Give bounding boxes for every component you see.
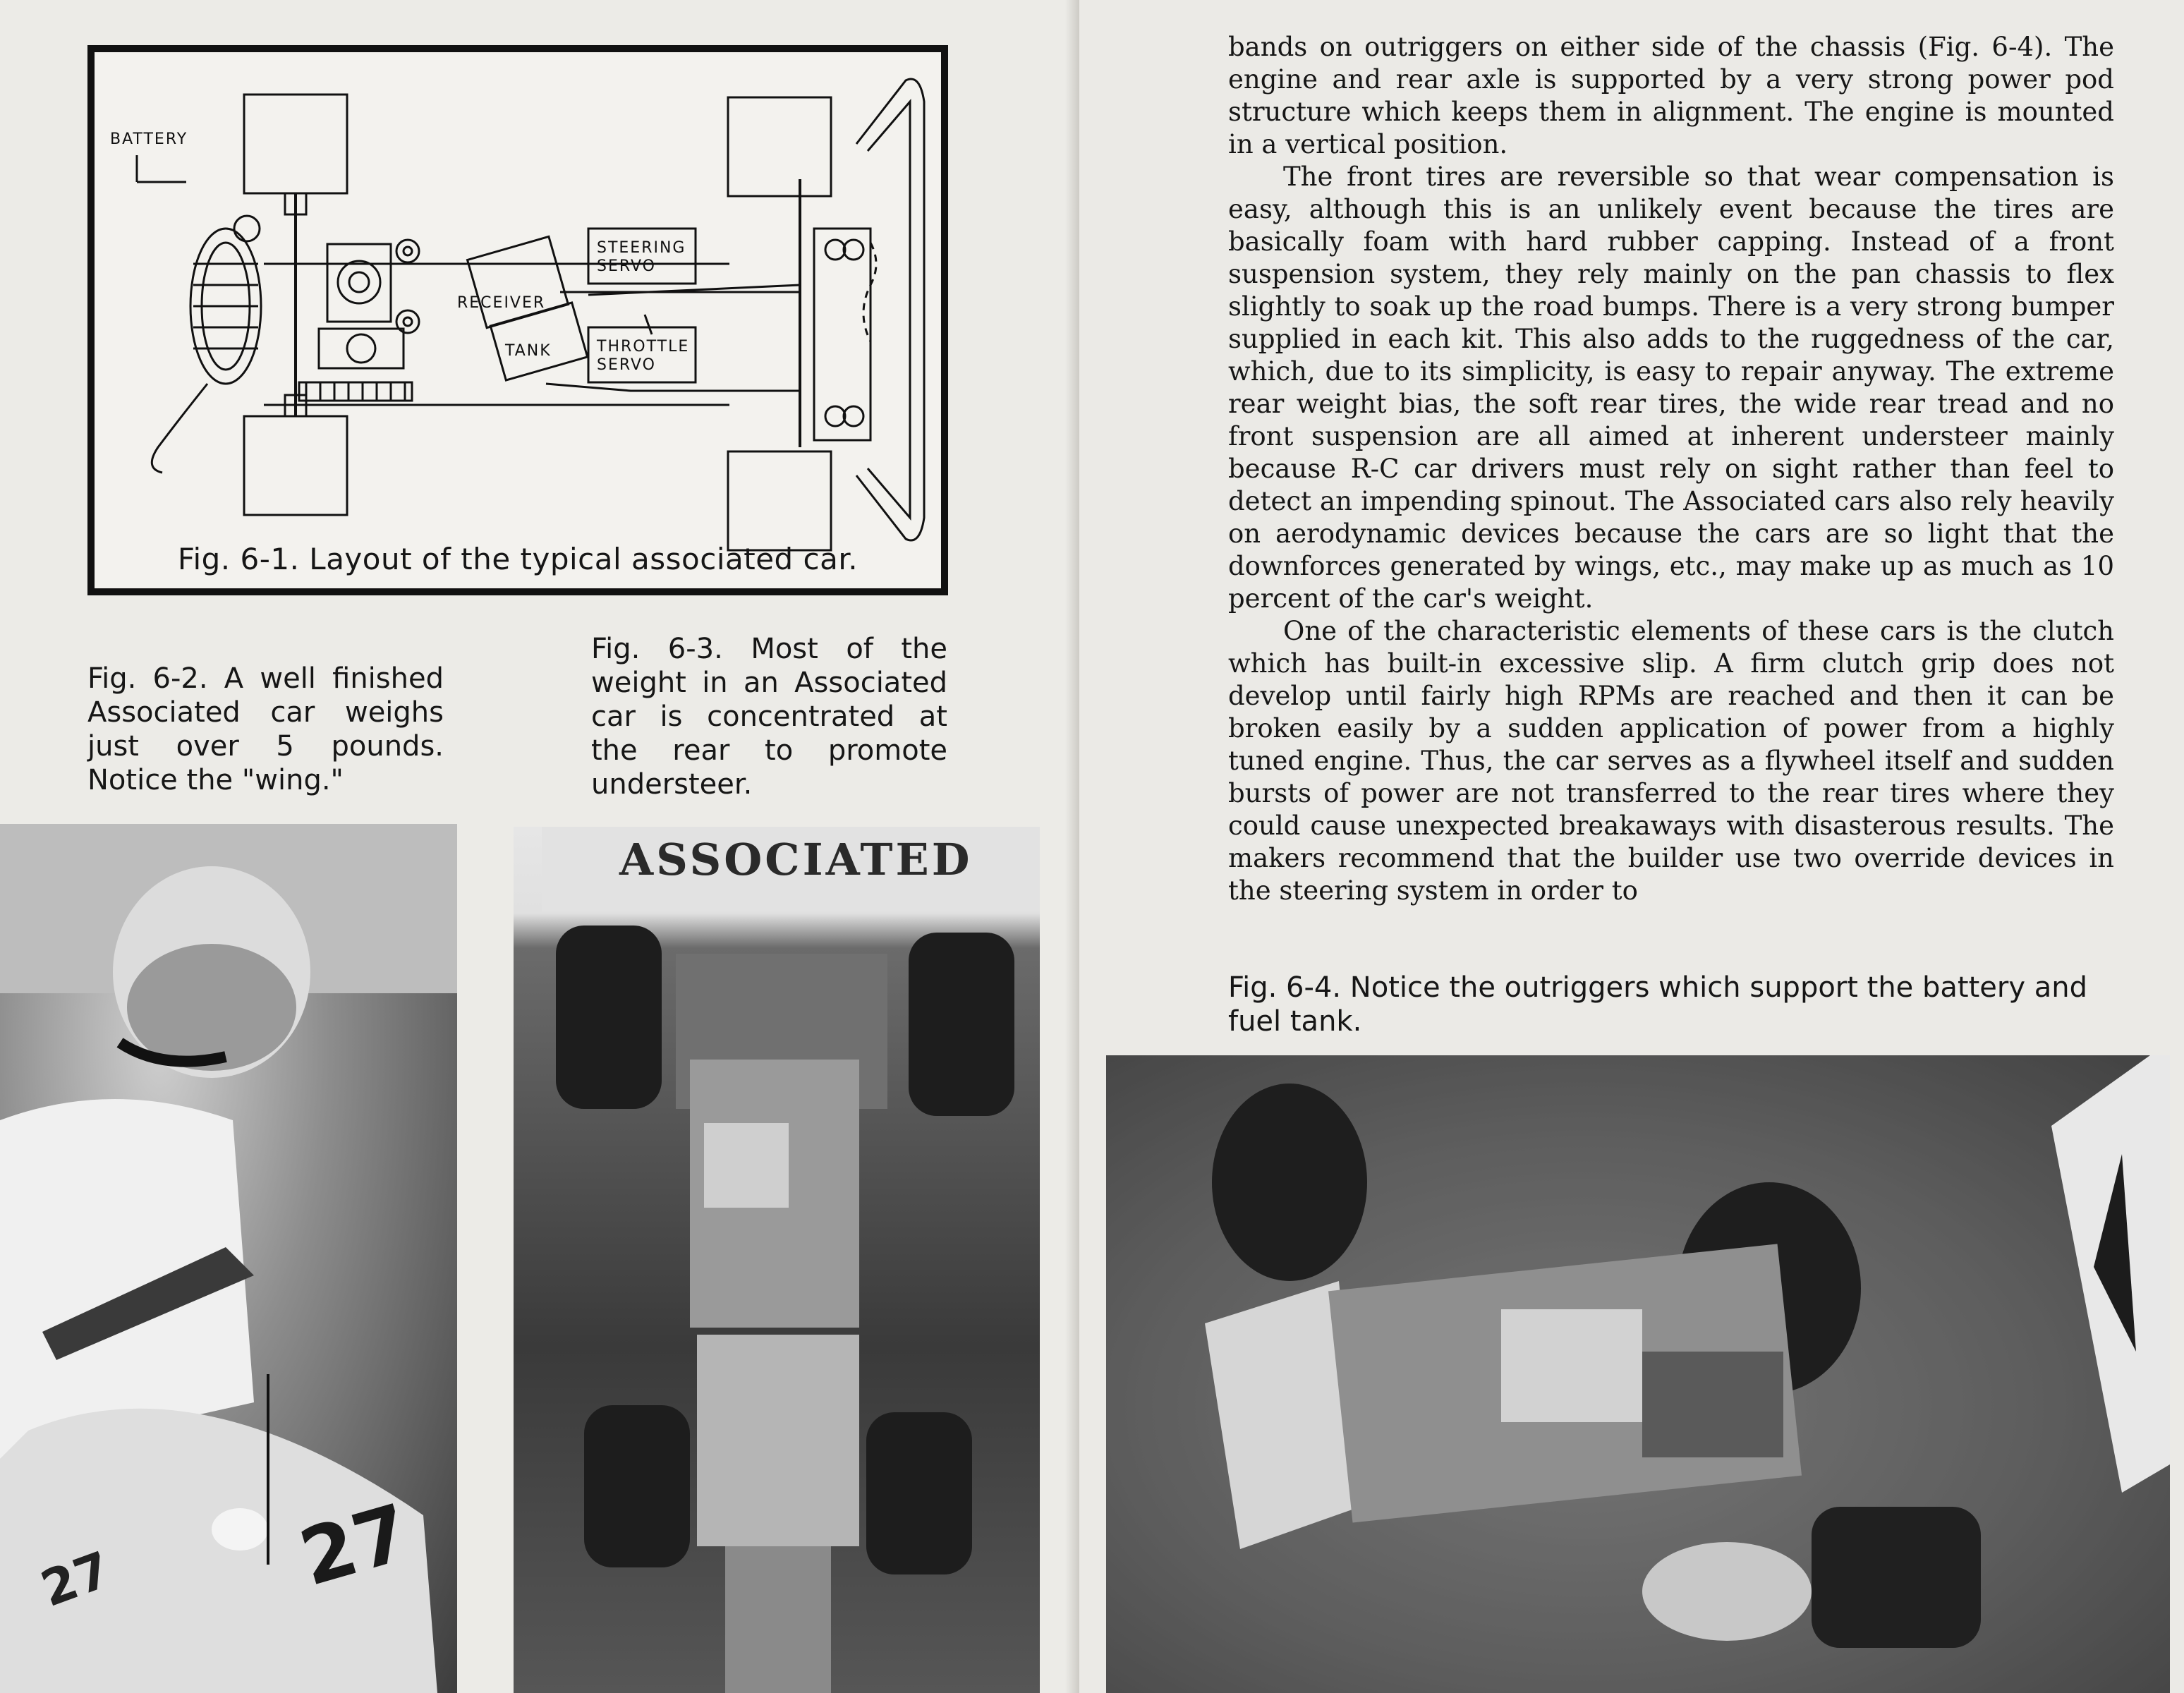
left-page [0, 0, 1079, 1693]
fuel-tank [490, 303, 587, 380]
builder-with-car-photo [0, 824, 457, 1693]
tank-label: TANK [505, 342, 552, 360]
figure-6-4-caption: Fig. 6-4. Notice the outriggers which support the battery and fuel tank. [1228, 971, 2087, 1038]
throttle-servo-label-line1: THROTTLE [597, 338, 690, 356]
figure-6-4-photo [1106, 1055, 2170, 1693]
paragraph-2: The front tires are reversible so that wear compensation is easy, although this is an unlikely event because the tires are basically foam with hard rubber capping. Instead of a front suspension system, they rely mainly on the pan chassis to flex slightly to soak up the road bumps. There is a very strong bumper supplied in each kit. This also adds to the ruggedness of the car, which, due to its simplicity, is easy to repair anyway. The extreme rear weight bias, the soft rear tires, the wide rear tread and no front suspension are all aimed at inherent understeer mainly because R-C car drivers must rely on sight rather than feel to detect an impending spinout. The Associated cars also rely heavily on aerodynamic devices because the cars are so light that the downforces generated by wings, etc., may make up as much as 10 percent of the car's weight. [1228, 162, 2114, 614]
battery-label: BATTERY [110, 131, 188, 148]
figure-6-3-caption: Fig. 6-3. Most of the weight in an Associated car is concentrated at the rear to promote understeer. [591, 633, 947, 801]
steering-servo-label-line2: SERVO [597, 257, 656, 275]
figure-6-2-photo [0, 824, 457, 1693]
figure-6-1-layout-diagram [87, 45, 948, 595]
chassis-top-view-photo [514, 827, 1040, 1693]
receiver [468, 236, 569, 327]
figure-6-2-caption: Fig. 6-2. A well finished Associated car weighs just over 5 pounds. Notice the "wing." [87, 662, 444, 796]
receiver-label: RECEIVER [457, 294, 546, 312]
wing-lettering: ASSOCIATED [619, 834, 973, 885]
front-wheel-bottom [728, 451, 831, 550]
front-bumper [856, 79, 924, 540]
car-number-left: 27 [33, 1540, 119, 1618]
paragraph-1: bands on outriggers on either side of the chassis (Fig. 6-4). The engine and rear axle is supported by a very strong power pod structure which keeps them in alignment. The engine is mounted in a vertical position. [1228, 32, 2114, 159]
throttle-servo-label-line2: SERVO [597, 356, 656, 374]
engine [327, 244, 391, 322]
front-wheel-top [728, 97, 831, 196]
figure-6-1-caption: Fig. 6-1. Layout of the typical associated car. [177, 542, 859, 576]
paragraph-3: One of the characteristic elements of these cars is the clutch which has built-in excessive slip. A firm clutch grip does not develop until fairly high RPMs are reached and then it can be broken easily by a sudden application of power from a highly tuned engine. Thus, the car serves as a flywheel itself and sudden bursts of power are not transferred to the rear tires where they could cause unexpected breakaways with disasterous results. The makers recommend that the builder use two override devices in the steering system in order to [1228, 616, 2114, 906]
rear-wheel-top [244, 95, 347, 193]
car-outriggers-photo [1106, 1055, 2170, 1693]
figure-6-3-photo [514, 827, 1040, 1693]
body-text [1228, 31, 2114, 907]
steering-servo-label-line1: STEERING [597, 239, 686, 257]
chassis-layout-drawing [95, 52, 941, 588]
car-number-right: 27 [290, 1486, 420, 1603]
rear-wheel-bottom [244, 416, 347, 515]
